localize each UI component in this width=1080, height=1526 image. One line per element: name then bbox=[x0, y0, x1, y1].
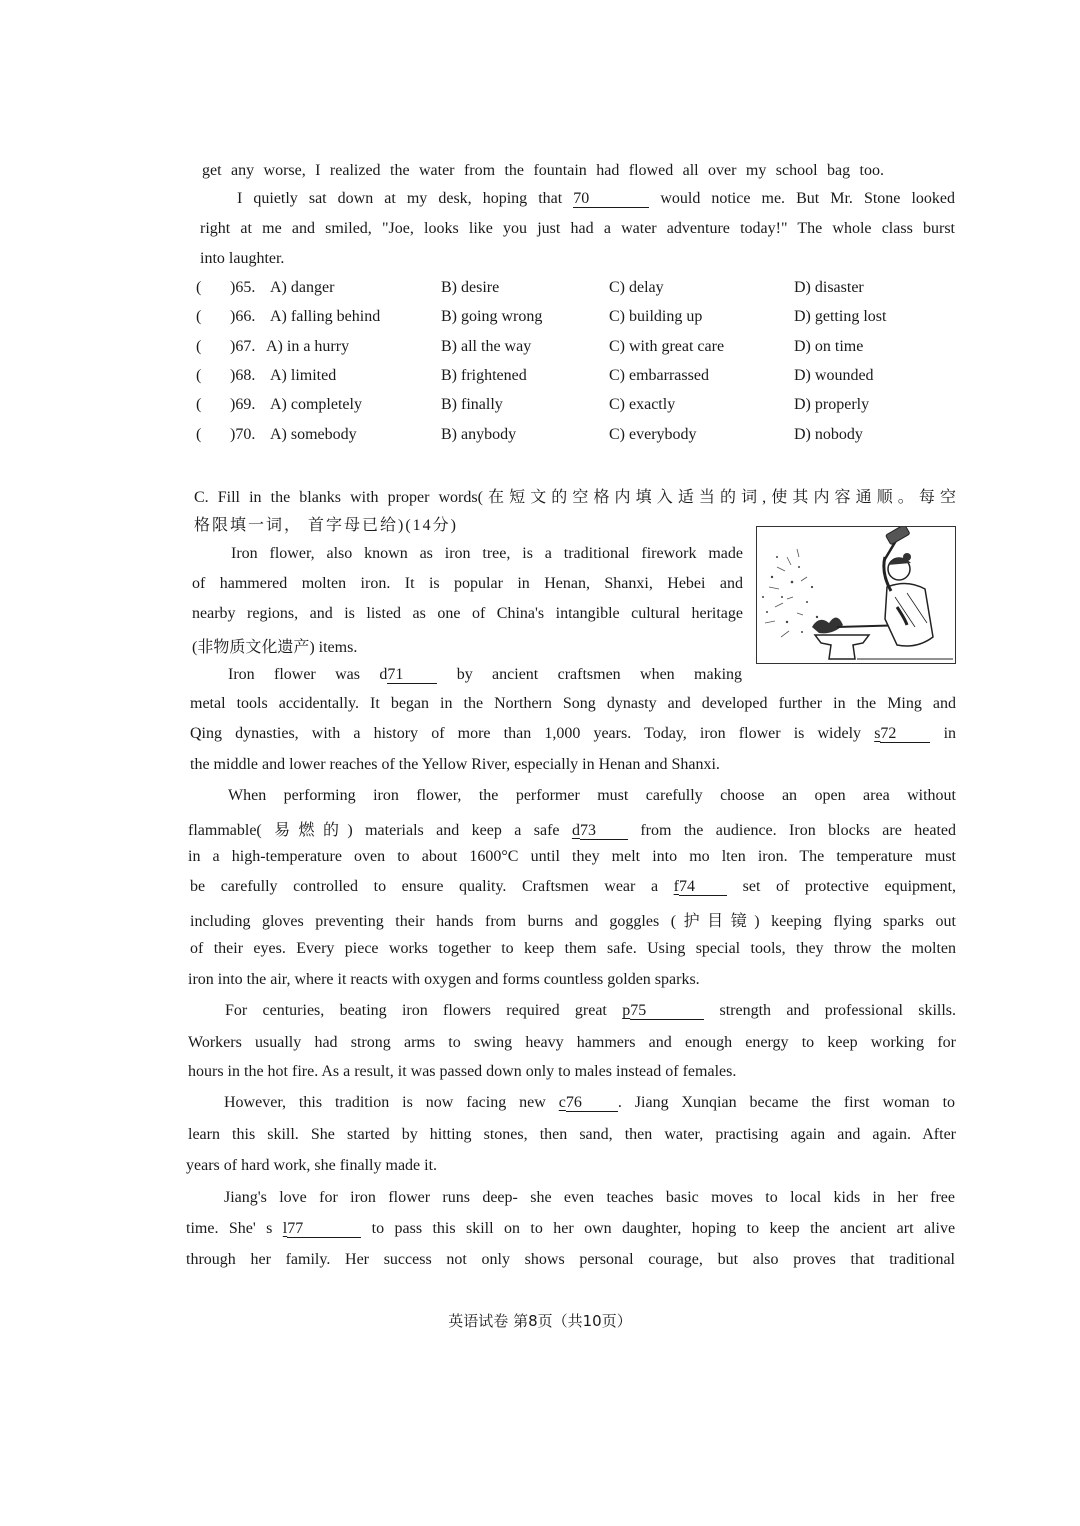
blank-72: 72 bbox=[880, 726, 930, 743]
answer-paren: ( bbox=[196, 396, 202, 413]
passage-line: learn this skill. She started by hitting stones, then sand, then water, practising again and again. After bbox=[188, 1126, 956, 1143]
blank-letter: p bbox=[622, 1002, 631, 1019]
passage-line: Iron flower, also known as iron tree, is a traditional firework made bbox=[231, 545, 743, 562]
passage-text: Iron flower was d bbox=[228, 666, 388, 683]
passage-line bbox=[237, 190, 955, 208]
passage-text: by ancient craftsmen when making bbox=[456, 666, 743, 683]
option-d: D) properly bbox=[794, 396, 870, 413]
passage-line bbox=[190, 725, 956, 743]
option-c: C) everybody bbox=[609, 426, 697, 443]
blank-71: 71 bbox=[387, 667, 437, 684]
passage-text: would notice me. But Mr. Stone looked bbox=[660, 190, 956, 207]
option-d: D) getting lost bbox=[794, 308, 887, 325]
passage-line: of their eyes. Every piece works together to keep them safe. Using special tools, they throw the molten bbox=[190, 940, 956, 957]
option-a: A) falling behind bbox=[270, 308, 381, 325]
passage-line: of hammered molten iron. It is popular in Henan, Shanxi, Hebei and bbox=[192, 575, 743, 592]
passage-line: into laughter. bbox=[200, 250, 285, 267]
option-b: B) finally bbox=[441, 396, 503, 413]
passage-line: (非物质文化遗产) items. bbox=[192, 639, 358, 656]
option-a: A) danger bbox=[270, 279, 335, 296]
answer-paren: ( bbox=[196, 338, 202, 355]
option-c: C) building up bbox=[609, 308, 703, 325]
passage-line: Jiang's love for iron flower runs deep- she even teaches basic moves to local kids in her free bbox=[224, 1189, 955, 1206]
option-a: A) completely bbox=[270, 396, 362, 413]
question-row-69 bbox=[196, 396, 956, 418]
option-b: B) desire bbox=[441, 279, 500, 296]
passage-line bbox=[224, 1094, 955, 1112]
answer-paren: ( bbox=[196, 426, 202, 443]
option-b: B) going wrong bbox=[441, 308, 543, 325]
passage-line bbox=[188, 817, 956, 840]
passage-line: right at me and smiled, "Joe, looks like you just had a water adventure today!" The whole class burst bbox=[200, 220, 955, 237]
blank-letter: s bbox=[874, 725, 881, 742]
option-d: D) nobody bbox=[794, 426, 863, 443]
passage-line: the middle and lower reaches of the Yellow River, especially in Henan and Shanxi. bbox=[190, 756, 720, 773]
blank-70: 70 bbox=[573, 191, 649, 208]
option-a: A) limited bbox=[270, 367, 337, 384]
question-number: )68. bbox=[230, 367, 256, 384]
option-d: D) on time bbox=[794, 338, 864, 355]
passage-text: from the audience. Iron blocks are heated bbox=[640, 822, 956, 839]
passage-line: through her family. Her success not only shows personal courage, but also proves that traditional bbox=[186, 1251, 955, 1268]
option-b: B) all the way bbox=[441, 338, 532, 355]
option-c: C) delay bbox=[609, 279, 664, 296]
passage-text: in bbox=[943, 725, 957, 742]
option-a: A) in a hurry bbox=[266, 338, 350, 355]
iron-flower-illustration bbox=[756, 526, 956, 664]
passage-text: flammable( 易燃的) materials and keep a safe bbox=[188, 822, 560, 839]
passage-line: including gloves preventing their hands from burns and goggles (护目镜) keeping flying sparks out bbox=[190, 913, 956, 930]
passage-line: in a high-temperature oven to about 1600°C until they melt into mo lten iron. The temperature must bbox=[188, 848, 956, 865]
passage-text: For centuries, beating iron flowers required great bbox=[225, 1002, 607, 1019]
answer-paren: ( bbox=[196, 367, 202, 384]
option-c: C) embarrassed bbox=[609, 367, 709, 384]
answer-paren: ( bbox=[196, 279, 202, 296]
blank-74: 74 bbox=[679, 879, 727, 896]
passage-line: get any worse, I realized the water from the fountain had flowed all over my school bag too. bbox=[202, 162, 884, 179]
passage-line bbox=[225, 1002, 956, 1020]
question-number: )69. bbox=[230, 396, 256, 413]
blank-letter: c bbox=[558, 1094, 566, 1111]
section-heading-cont: 格限填一词， 首字母已给)(14分) bbox=[194, 517, 458, 534]
passage-line: years of hard work, she finally made it. bbox=[186, 1157, 438, 1174]
question-number: )66. bbox=[230, 308, 256, 325]
question-number: )67. bbox=[230, 338, 256, 355]
question-number: )65. bbox=[230, 279, 256, 296]
passage-line: When performing iron flower, the performer must carefully choose an open area without bbox=[228, 787, 956, 804]
question-row-70 bbox=[196, 426, 956, 448]
blank-letter: f bbox=[673, 878, 679, 895]
passage-text: strength and professional skills. bbox=[719, 1002, 957, 1019]
passage-text: . Jiang Xunqian became the first woman to bbox=[617, 1094, 956, 1111]
blank-75: 75 bbox=[630, 1003, 704, 1020]
blank-76: 76 bbox=[566, 1095, 618, 1112]
question-row-65 bbox=[196, 279, 956, 301]
section-heading: C. Fill in the blanks with proper words(在短文的空格内填入适当的词,使其内容通顺。每空 bbox=[194, 489, 956, 506]
passage-text: I quietly sat down at my desk, hoping that bbox=[237, 190, 563, 207]
blank-77: 77 bbox=[287, 1221, 361, 1238]
option-d: D) wounded bbox=[794, 367, 874, 384]
question-number: )70. bbox=[230, 426, 256, 443]
passage-line bbox=[190, 878, 956, 896]
page-footer: 英语试卷 第8页（共10页） bbox=[448, 1312, 632, 1330]
option-b: B) frightened bbox=[441, 367, 527, 384]
passage-text: time. She' s bbox=[186, 1220, 273, 1237]
passage-line: iron into the air, where it reacts with oxygen and forms countless golden sparks. bbox=[188, 971, 700, 988]
blank-73: 73 bbox=[580, 823, 628, 840]
option-a: A) somebody bbox=[270, 426, 357, 443]
question-row-67 bbox=[196, 338, 956, 360]
passage-line bbox=[228, 666, 742, 684]
passage-text: to pass this skill on to her own daughter, hoping to keep the ancient art alive bbox=[371, 1220, 956, 1237]
passage-line: metal tools accidentally. It began in the Northern Song dynasty and developed further in the Ming and bbox=[190, 695, 956, 712]
passage-line: nearby regions, and is listed as one of China's intangible cultural heritage bbox=[192, 605, 743, 622]
option-b: B) anybody bbox=[441, 426, 517, 443]
blank-letter: l bbox=[282, 1220, 288, 1237]
option-c: C) exactly bbox=[609, 396, 676, 413]
option-c: C) with great care bbox=[609, 338, 725, 355]
passage-line: Workers usually had strong arms to swing heavy hammers and enough energy to keep working for bbox=[188, 1034, 956, 1051]
passage-line: hours in the hot fire. As a result, it was passed down only to males instead of females. bbox=[188, 1063, 737, 1080]
passage-text: However, this tradition is now facing new bbox=[224, 1094, 546, 1111]
question-row-66 bbox=[196, 308, 956, 330]
question-row-68 bbox=[196, 367, 956, 389]
passage-text: set of protective equipment, bbox=[742, 878, 957, 895]
passage-text: Qing dynasties, with a history of more than 1,000 years. Today, iron flower is widely bbox=[190, 725, 862, 742]
passage-text: be carefully controlled to ensure quality. Craftsmen wear a bbox=[190, 878, 659, 895]
answer-paren: ( bbox=[196, 308, 202, 325]
passage-line bbox=[186, 1220, 955, 1238]
option-d: D) disaster bbox=[794, 279, 864, 296]
blank-letter: d bbox=[571, 822, 580, 839]
